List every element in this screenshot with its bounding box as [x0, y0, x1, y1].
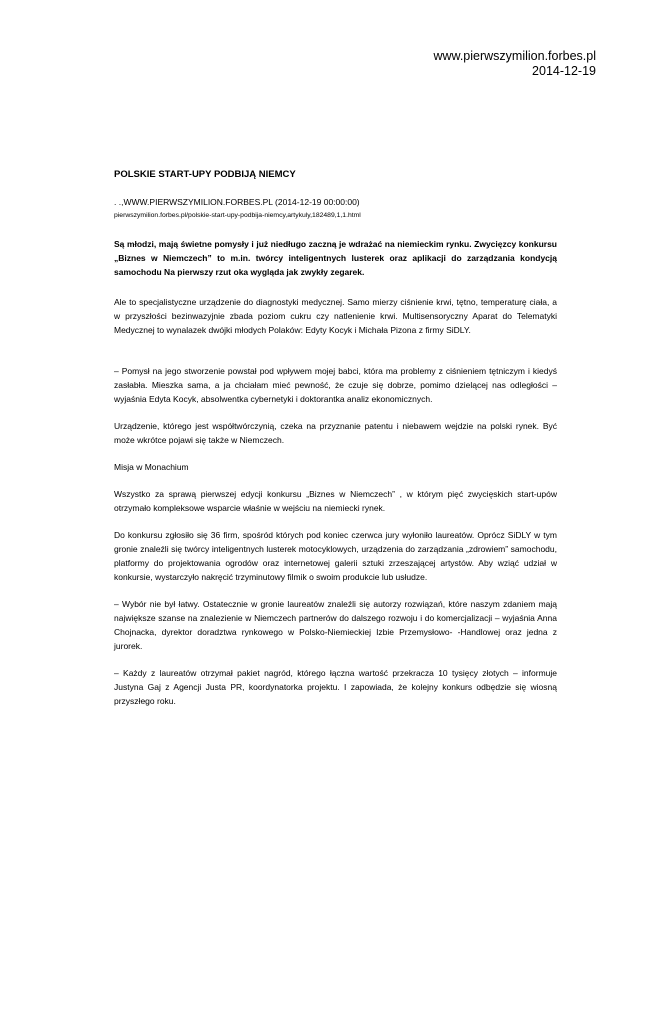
article-title: POLSKIE START-UPY PODBIJĄ NIEMCY	[114, 169, 296, 180]
document-date: 2014-12-19	[532, 64, 596, 78]
paragraph: Wszystko za sprawą pierwszej edycji konkursu „Biznes w Niemczech” , w którym pięć zwycięskich start-upów otrzymało kompleksowe wsparcie właśnie w wejściu na niemiecki rynek.	[114, 489, 557, 513]
paragraph: Urządzenie, którego jest współtwórczynią, czeka na przyznanie patentu i niebawem wejdzie na polski rynek. Być może wkrótce pojawi się także w Niemczech.	[114, 421, 557, 445]
document-header	[433, 49, 596, 79]
paragraph: – Pomysł na jego stworzenie powstał pod wpływem mojej babci, która ma problemy z ciśnieniem tętniczym i kiedyś zasłabła. Mieszka sama, a ja chciałam mieć pewność, że czuje się dobrze, pomimo dzielącej nas odległości – wyjaśnia Edyta Kocyk, absolwentka cybernetyki i doktorantka analiz ekonomicznych.	[114, 366, 557, 404]
article-lead: Są młodzi, mają świetne pomysły i już niedługo zaczną je wdrażać na niemieckim rynku. Zwycięzcy konkursu „Biznes w Niemczech” to m.in. twórcy inteligentnych lusterek oraz aplikacji do zarządzania kondycją samochodu Na pierwszy rzut oka wygląda jak zwykły zegarek.	[114, 239, 557, 277]
paragraph: Do konkursu zgłosiło się 36 firm, spośród których pod koniec czerwca jury wyłoniło laureatów. Oprócz SiDLY w tym gronie znaleźli się twórcy inteligentnych lusterek motocyklowych, urządzenia do zarządzania „zdrowiem” samochodu, platformy do projektowania ogrodów oraz internetowej galerii sztuki zrzeszającej artystów. Aby wziąć udział w konkursie, wystarczyło nakręcić trzyminutowy filmik o swoim produkcie lub usłudze.	[114, 530, 557, 582]
article	[114, 168, 557, 721]
paragraph: – Wybór nie był łatwy. Ostatecznie w gronie laureatów znaleźli się autorzy rozwiązań, które naszym zdaniem mają największe szanse na znalezienie w Niemczech partnerów do dalszego rozwoju i do komercjalizacji – wyjaśnia Anna Chojnacka, dyrektor doradztwa rynkowego w Polsko-Niemieckiej Izbie Przemysłowo- -Handlowej oraz jedna z jurorek.	[114, 599, 557, 651]
site-url: www.pierwszymilion.forbes.pl	[433, 49, 596, 63]
article-url: pierwszymilion.forbes.pl/polskie-start-upy-podbija-niemcy,artykuly,182489,1,1.html	[114, 212, 361, 219]
paragraph: – Każdy z laureatów otrzymał pakiet nagród, którego łączna wartość przekracza 10 tysięcy złotych – informuje Justyna Gaj z Agencji Justa PR, koordynatorka projektu. I zapowiada, że kolejny konkurs odbędzie się wiosną przyszłego roku.	[114, 668, 557, 706]
article-source: . .,WWW.PIERWSZYMILION.FORBES.PL (2014-12-19 00:00:00)	[114, 197, 360, 207]
section-heading: Misja w Monachium	[114, 462, 189, 472]
paragraph: Ale to specjalistyczne urządzenie do diagnostyki medycznej. Samo mierzy ciśnienie krwi, tętno, temperaturę ciała, a w przyszłości bezinwazyjnie zbada poziom cukru czy natlenienie krwi. Multisensoryczny Aparat do Telematyki Medycznej to wynalazek dwójki młodych Polaków: Edyty Kocyk i Michała Pizona z firmy SiDLY.	[114, 297, 557, 335]
